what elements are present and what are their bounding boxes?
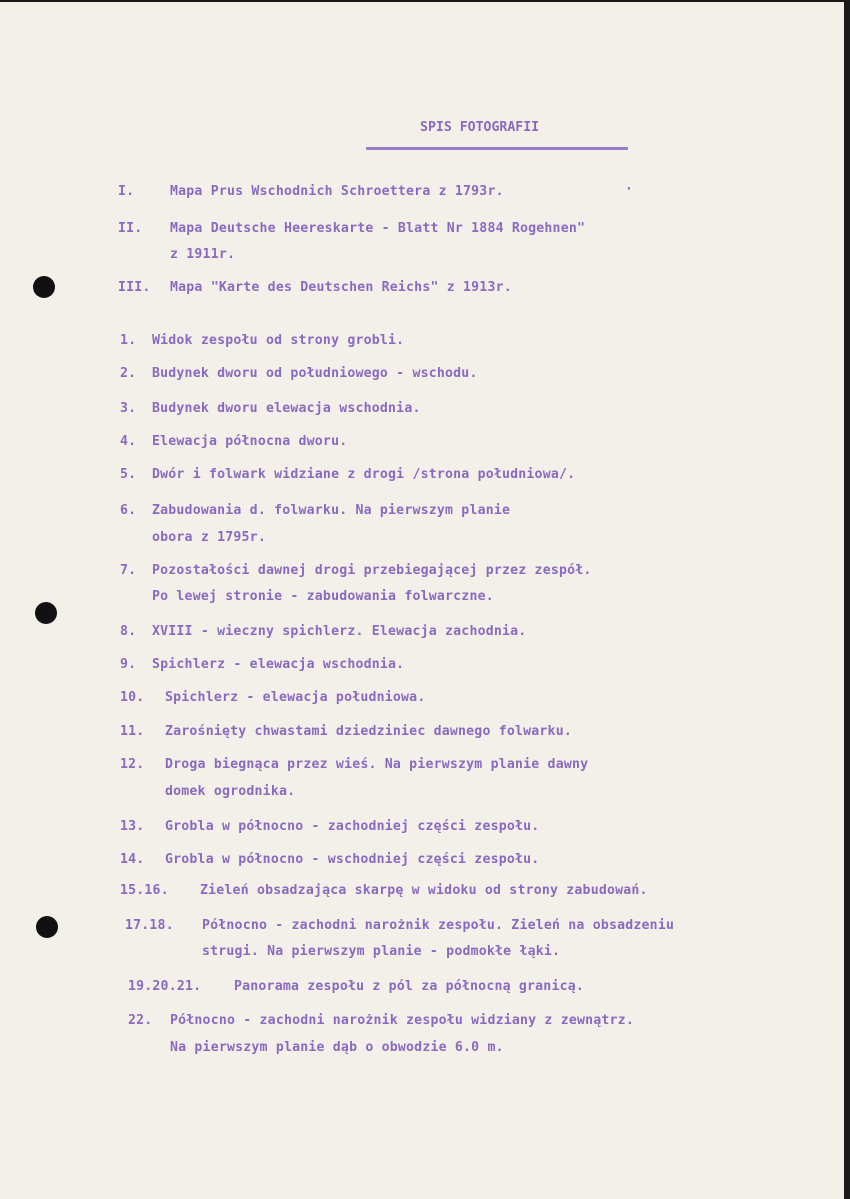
photo-entry-text-cont: obora z 1795r. bbox=[152, 530, 266, 545]
photo-entry-text: Dwór i folwark widziane z drogi /strona południowa/. bbox=[152, 467, 576, 482]
photo-entry-text: Zabudowania d. folwarku. Na pierwszym planie bbox=[152, 503, 511, 518]
photo-entry-text: Zarośnięty chwastami dziedziniec dawnego folwarku. bbox=[165, 724, 572, 739]
map-entry-num: II. bbox=[118, 221, 143, 236]
photo-entry-num: 1. bbox=[120, 333, 137, 348]
photo-entry-text: Budynek dworu elewacja wschodnia. bbox=[152, 401, 421, 416]
photo-entry-text: Elewacja północna dworu. bbox=[152, 434, 348, 449]
photo-entry-text: Północno - zachodni narożnik zespołu. Zieleń na obsadzeniu bbox=[202, 918, 675, 933]
photo-entry-num: 2. bbox=[120, 366, 137, 381]
photo-entry-text: Panorama zespołu z pól za północną granicą. bbox=[234, 979, 585, 994]
map-entry-text: Mapa Prus Wschodnich Schroettera z 1793r. bbox=[170, 184, 504, 199]
photo-entry-num: 8. bbox=[120, 624, 137, 639]
photo-entry-text-cont: strugi. Na pierwszym planie - podmokłe łąki. bbox=[202, 944, 561, 959]
photo-entry-num: 19.20.21. bbox=[128, 979, 202, 994]
photo-entry-text: Pozostałości dawnej drogi przebiegającej przez zespół. bbox=[152, 563, 592, 578]
photo-entry-text: Spichlerz - elewacja południowa. bbox=[165, 690, 426, 705]
page-title: SPIS FOTOGRAFII bbox=[420, 120, 540, 135]
photo-entry-text-cont: domek ogrodnika. bbox=[165, 784, 296, 799]
photo-entry-text: Grobla w północno - zachodniej części zespołu. bbox=[165, 819, 540, 834]
photo-entry-num: 9. bbox=[120, 657, 137, 672]
photo-entry-num: 3. bbox=[120, 401, 137, 416]
photo-entry-text: XVIII - wieczny spichlerz. Elewacja zachodnia. bbox=[152, 624, 527, 639]
photo-entry-num: 5. bbox=[120, 467, 137, 482]
title-underline bbox=[366, 147, 628, 150]
photo-entry-text: Północno - zachodni narożnik zespołu widziany z zewnątrz. bbox=[170, 1013, 634, 1028]
map-entry-num: I. bbox=[118, 184, 135, 199]
photo-entry-num: 13. bbox=[120, 819, 145, 834]
photo-entry-text: Grobla w północno - wschodniej części zespołu. bbox=[165, 852, 540, 867]
photo-entry-num: 4. bbox=[120, 434, 137, 449]
photo-entry-num: 22. bbox=[128, 1013, 153, 1028]
photo-entry-num: 14. bbox=[120, 852, 145, 867]
photo-entry-num: 11. bbox=[120, 724, 145, 739]
binder-hole-middle bbox=[35, 602, 57, 624]
photo-entry-text: Zieleń obsadzająca skarpę w widoku od strony zabudowań. bbox=[200, 883, 648, 898]
photo-entry-text: Droga biegnąca przez wieś. Na pierwszym planie dawny bbox=[165, 757, 589, 772]
stray-mark: · bbox=[625, 182, 633, 197]
photo-entry-text: Widok zespołu od strony grobli. bbox=[152, 333, 405, 348]
photo-entry-num: 17.18. bbox=[125, 918, 174, 933]
map-entry-num: III. bbox=[118, 280, 151, 295]
photo-entry-num: 7. bbox=[120, 563, 137, 578]
map-entry-text: Mapa Deutsche Heereskarte - Blatt Nr 1884 Rogehnen" bbox=[170, 221, 586, 236]
binder-hole-top bbox=[33, 276, 55, 298]
photo-entry-num: 15.16. bbox=[120, 883, 169, 898]
photo-entry-num: 12. bbox=[120, 757, 145, 772]
map-entry-text-cont: z 1911r. bbox=[170, 247, 236, 262]
binder-hole-bottom bbox=[36, 916, 58, 938]
photo-entry-text: Budynek dworu od południowego - wschodu. bbox=[152, 366, 478, 381]
photo-entry-text: Spichlerz - elewacja wschodnia. bbox=[152, 657, 405, 672]
photo-entry-num: 6. bbox=[120, 503, 137, 518]
map-entry-text: Mapa "Karte des Deutschen Reichs" z 1913r. bbox=[170, 280, 512, 295]
photo-entry-text-cont: Po lewej stronie - zabudowania folwarczne. bbox=[152, 589, 494, 604]
photo-entry-num: 10. bbox=[120, 690, 145, 705]
photo-entry-text-cont: Na pierwszym planie dąb o obwodzie 6.0 m. bbox=[170, 1040, 504, 1055]
